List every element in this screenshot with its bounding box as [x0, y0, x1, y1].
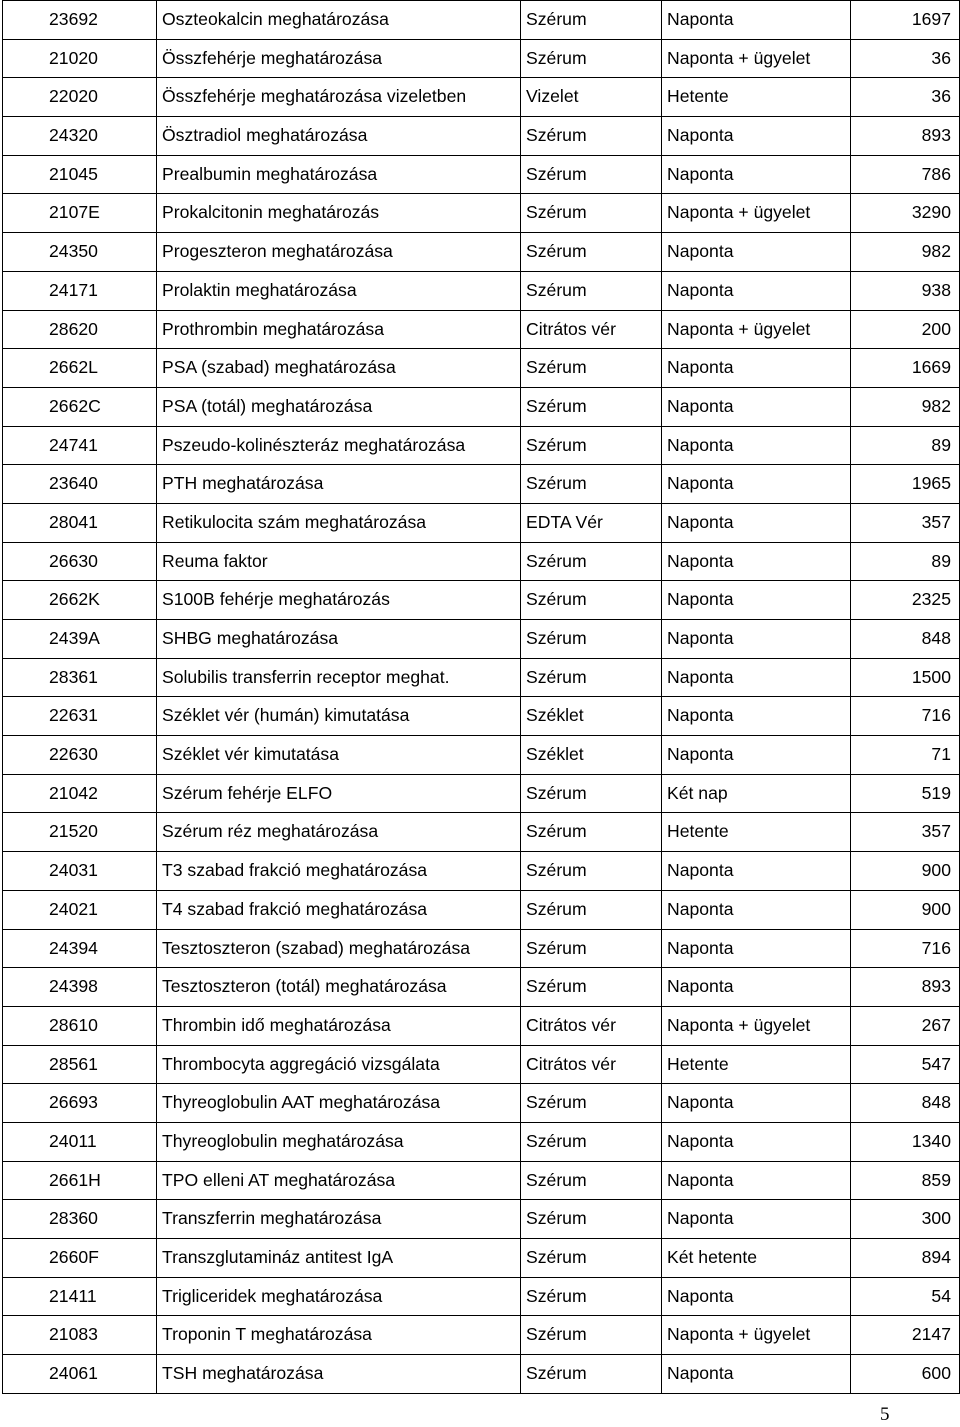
- test-name-cell: PTH meghatározása: [157, 465, 521, 504]
- price-cell: 848: [851, 1084, 960, 1123]
- table-row: [3, 968, 960, 1007]
- sample-type-cell: Szérum: [521, 581, 662, 620]
- test-name-cell: Prothrombin meghatározása: [157, 310, 521, 349]
- test-name-cell: Transzferrin meghatározása: [157, 1200, 521, 1239]
- table-row: [3, 1006, 960, 1045]
- test-code-cell: 28361: [3, 658, 157, 697]
- table-row: [3, 697, 960, 736]
- test-code-cell: 23692: [3, 1, 157, 40]
- table-row: [3, 813, 960, 852]
- test-code-cell: 22630: [3, 736, 157, 775]
- price-cell: 938: [851, 271, 960, 310]
- test-code-cell: 22020: [3, 78, 157, 117]
- sample-type-cell: Széklet: [521, 697, 662, 736]
- test-name-cell: Tesztoszteron (szabad) meghatározása: [157, 929, 521, 968]
- sample-type-cell: Citrátos vér: [521, 310, 662, 349]
- frequency-cell: Hetente: [662, 813, 851, 852]
- test-code-cell: 2662L: [3, 349, 157, 388]
- test-name-cell: Prolaktin meghatározása: [157, 271, 521, 310]
- table-row: [3, 310, 960, 349]
- lab-test-price-table: [2, 0, 960, 1394]
- test-name-cell: Összfehérje meghatározása vizeletben: [157, 78, 521, 117]
- test-code-cell: 2107E: [3, 194, 157, 233]
- table-row: [3, 1, 960, 40]
- price-cell: 2325: [851, 581, 960, 620]
- frequency-cell: Naponta: [662, 1277, 851, 1316]
- frequency-cell: Naponta: [662, 155, 851, 194]
- test-code-cell: 28561: [3, 1045, 157, 1084]
- frequency-cell: Naponta: [662, 620, 851, 659]
- table-row: [3, 1122, 960, 1161]
- frequency-cell: Naponta: [662, 968, 851, 1007]
- sample-type-cell: Szérum: [521, 620, 662, 659]
- test-code-cell: 24031: [3, 852, 157, 891]
- sample-type-cell: Szérum: [521, 929, 662, 968]
- price-cell: 893: [851, 968, 960, 1007]
- sample-type-cell: Szérum: [521, 194, 662, 233]
- frequency-cell: Naponta: [662, 503, 851, 542]
- frequency-cell: Naponta: [662, 736, 851, 775]
- test-name-cell: Tesztoszteron (totál) meghatározása: [157, 968, 521, 1007]
- sample-type-cell: Széklet: [521, 736, 662, 775]
- table-row: [3, 503, 960, 542]
- price-cell: 900: [851, 890, 960, 929]
- table-row: [3, 426, 960, 465]
- test-code-cell: 2661H: [3, 1161, 157, 1200]
- frequency-cell: Naponta: [662, 658, 851, 697]
- table-row: [3, 271, 960, 310]
- test-name-cell: Progeszteron meghatározása: [157, 233, 521, 272]
- price-cell: 54: [851, 1277, 960, 1316]
- test-name-cell: T3 szabad frakció meghatározása: [157, 852, 521, 891]
- test-name-cell: Trigliceridek meghatározása: [157, 1277, 521, 1316]
- test-name-cell: PSA (szabad) meghatározása: [157, 349, 521, 388]
- price-cell: 600: [851, 1355, 960, 1394]
- price-cell: 716: [851, 697, 960, 736]
- sample-type-cell: Szérum: [521, 1316, 662, 1355]
- test-name-cell: Összfehérje meghatározása: [157, 39, 521, 78]
- frequency-cell: Naponta + ügyelet: [662, 1006, 851, 1045]
- test-name-cell: Prokalcitonin meghatározás: [157, 194, 521, 233]
- frequency-cell: Naponta: [662, 1200, 851, 1239]
- price-cell: 982: [851, 387, 960, 426]
- test-code-cell: 21083: [3, 1316, 157, 1355]
- price-cell: 36: [851, 78, 960, 117]
- test-name-cell: Thrombocyta aggregáció vizsgálata: [157, 1045, 521, 1084]
- price-cell: 36: [851, 39, 960, 78]
- test-code-cell: 26630: [3, 542, 157, 581]
- test-code-cell: 28610: [3, 1006, 157, 1045]
- price-cell: 267: [851, 1006, 960, 1045]
- sample-type-cell: Szérum: [521, 387, 662, 426]
- table-row: [3, 39, 960, 78]
- price-cell: 859: [851, 1161, 960, 1200]
- table-row: [3, 1084, 960, 1123]
- table-row: [3, 890, 960, 929]
- test-name-cell: PSA (totál) meghatározása: [157, 387, 521, 426]
- price-cell: 893: [851, 117, 960, 156]
- page-number: 5: [880, 1404, 890, 1425]
- price-cell: 900: [851, 852, 960, 891]
- sample-type-cell: Szérum: [521, 349, 662, 388]
- frequency-cell: Naponta: [662, 697, 851, 736]
- frequency-cell: Hetente: [662, 78, 851, 117]
- price-cell: 200: [851, 310, 960, 349]
- test-code-cell: 24398: [3, 968, 157, 1007]
- sample-type-cell: Citrátos vér: [521, 1006, 662, 1045]
- test-name-cell: TSH meghatározása: [157, 1355, 521, 1394]
- sample-type-cell: Szérum: [521, 117, 662, 156]
- frequency-cell: Naponta + ügyelet: [662, 1316, 851, 1355]
- price-cell: 894: [851, 1239, 960, 1278]
- frequency-cell: Naponta: [662, 465, 851, 504]
- price-cell: 71: [851, 736, 960, 775]
- test-code-cell: 2439A: [3, 620, 157, 659]
- sample-type-cell: Szérum: [521, 890, 662, 929]
- test-name-cell: Troponin T meghatározása: [157, 1316, 521, 1355]
- test-code-cell: 2662K: [3, 581, 157, 620]
- frequency-cell: Naponta: [662, 117, 851, 156]
- price-cell: 1965: [851, 465, 960, 504]
- sample-type-cell: Szérum: [521, 852, 662, 891]
- table-row: [3, 852, 960, 891]
- table-row: [3, 1239, 960, 1278]
- test-name-cell: Széklet vér kimutatása: [157, 736, 521, 775]
- test-name-cell: S100B fehérje meghatározás: [157, 581, 521, 620]
- price-cell: 2147: [851, 1316, 960, 1355]
- price-cell: 89: [851, 542, 960, 581]
- table-row: [3, 774, 960, 813]
- sample-type-cell: Szérum: [521, 426, 662, 465]
- sample-type-cell: Szérum: [521, 1355, 662, 1394]
- test-code-cell: 21411: [3, 1277, 157, 1316]
- test-name-cell: TPO elleni AT meghatározása: [157, 1161, 521, 1200]
- test-code-cell: 24171: [3, 271, 157, 310]
- test-name-cell: Oszteokalcin meghatározása: [157, 1, 521, 40]
- test-code-cell: 22631: [3, 697, 157, 736]
- test-name-cell: Thrombin idő meghatározása: [157, 1006, 521, 1045]
- frequency-cell: Naponta + ügyelet: [662, 194, 851, 233]
- table-row: [3, 929, 960, 968]
- frequency-cell: Naponta: [662, 852, 851, 891]
- test-code-cell: 24350: [3, 233, 157, 272]
- frequency-cell: Naponta: [662, 1, 851, 40]
- frequency-cell: Naponta: [662, 271, 851, 310]
- frequency-cell: Naponta: [662, 1122, 851, 1161]
- sample-type-cell: Szérum: [521, 39, 662, 78]
- test-code-cell: 24061: [3, 1355, 157, 1394]
- price-cell: 357: [851, 813, 960, 852]
- price-cell: 1669: [851, 349, 960, 388]
- test-name-cell: Ösztradiol meghatározása: [157, 117, 521, 156]
- test-name-cell: SHBG meghatározása: [157, 620, 521, 659]
- table-body: [3, 1, 960, 1394]
- test-name-cell: Retikulocita szám meghatározása: [157, 503, 521, 542]
- frequency-cell: Két nap: [662, 774, 851, 813]
- test-code-cell: 24741: [3, 426, 157, 465]
- sample-type-cell: Szérum: [521, 968, 662, 1007]
- table-row: [3, 117, 960, 156]
- table-row: [3, 233, 960, 272]
- sample-type-cell: Szérum: [521, 271, 662, 310]
- sample-type-cell: Szérum: [521, 813, 662, 852]
- test-name-cell: Szérum fehérje ELFO: [157, 774, 521, 813]
- test-name-cell: Solubilis transferrin receptor meghat.: [157, 658, 521, 697]
- test-code-cell: 24011: [3, 1122, 157, 1161]
- table-row: [3, 581, 960, 620]
- test-code-cell: 2660F: [3, 1239, 157, 1278]
- frequency-cell: Naponta: [662, 233, 851, 272]
- test-code-cell: 28620: [3, 310, 157, 349]
- sample-type-cell: Szérum: [521, 542, 662, 581]
- frequency-cell: Naponta: [662, 387, 851, 426]
- sample-type-cell: Vizelet: [521, 78, 662, 117]
- frequency-cell: Naponta: [662, 542, 851, 581]
- test-code-cell: 23640: [3, 465, 157, 504]
- table-row: [3, 658, 960, 697]
- frequency-cell: Naponta: [662, 1161, 851, 1200]
- table-row: [3, 349, 960, 388]
- test-code-cell: 28360: [3, 1200, 157, 1239]
- price-cell: 848: [851, 620, 960, 659]
- frequency-cell: Naponta: [662, 1355, 851, 1394]
- table-row: [3, 1161, 960, 1200]
- test-name-cell: Pszeudo-kolinészteráz meghatározása: [157, 426, 521, 465]
- test-code-cell: 21020: [3, 39, 157, 78]
- test-name-cell: Thyreoglobulin AAT meghatározása: [157, 1084, 521, 1123]
- test-code-cell: 21045: [3, 155, 157, 194]
- table-row: [3, 387, 960, 426]
- test-name-cell: Szérum réz meghatározása: [157, 813, 521, 852]
- frequency-cell: Hetente: [662, 1045, 851, 1084]
- price-cell: 786: [851, 155, 960, 194]
- sample-type-cell: Szérum: [521, 1239, 662, 1278]
- price-cell: 300: [851, 1200, 960, 1239]
- sample-type-cell: Szérum: [521, 1, 662, 40]
- table-row: [3, 1045, 960, 1084]
- test-code-cell: 21520: [3, 813, 157, 852]
- price-cell: 1697: [851, 1, 960, 40]
- frequency-cell: Naponta: [662, 1084, 851, 1123]
- test-name-cell: Thyreoglobulin meghatározása: [157, 1122, 521, 1161]
- table-row: [3, 1316, 960, 1355]
- sample-type-cell: Szérum: [521, 774, 662, 813]
- table-row: [3, 1200, 960, 1239]
- price-cell: 3290: [851, 194, 960, 233]
- table-row: [3, 78, 960, 117]
- frequency-cell: Naponta: [662, 581, 851, 620]
- test-code-cell: 21042: [3, 774, 157, 813]
- price-cell: 1500: [851, 658, 960, 697]
- sample-type-cell: Szérum: [521, 465, 662, 504]
- price-cell: 89: [851, 426, 960, 465]
- test-name-cell: T4 szabad frakció meghatározása: [157, 890, 521, 929]
- table-row: [3, 1277, 960, 1316]
- frequency-cell: Naponta + ügyelet: [662, 310, 851, 349]
- sample-type-cell: Szérum: [521, 233, 662, 272]
- table-row: [3, 194, 960, 233]
- test-code-cell: 2662C: [3, 387, 157, 426]
- table-row: [3, 1355, 960, 1394]
- table-row: [3, 465, 960, 504]
- test-code-cell: 24320: [3, 117, 157, 156]
- sample-type-cell: Citrátos vér: [521, 1045, 662, 1084]
- sample-type-cell: Szérum: [521, 1084, 662, 1123]
- frequency-cell: Naponta: [662, 426, 851, 465]
- test-name-cell: Transzglutamináz antitest IgA: [157, 1239, 521, 1278]
- frequency-cell: Naponta + ügyelet: [662, 39, 851, 78]
- table-row: [3, 620, 960, 659]
- sample-type-cell: Szérum: [521, 1277, 662, 1316]
- frequency-cell: Naponta: [662, 929, 851, 968]
- test-name-cell: Reuma faktor: [157, 542, 521, 581]
- frequency-cell: Naponta: [662, 890, 851, 929]
- sample-type-cell: Szérum: [521, 1161, 662, 1200]
- price-cell: 357: [851, 503, 960, 542]
- sample-type-cell: Szérum: [521, 1200, 662, 1239]
- frequency-cell: Naponta: [662, 349, 851, 388]
- frequency-cell: Két hetente: [662, 1239, 851, 1278]
- test-code-cell: 26693: [3, 1084, 157, 1123]
- sample-type-cell: Szérum: [521, 155, 662, 194]
- price-cell: 982: [851, 233, 960, 272]
- sample-type-cell: Szérum: [521, 1122, 662, 1161]
- price-cell: 1340: [851, 1122, 960, 1161]
- test-code-cell: 28041: [3, 503, 157, 542]
- sample-type-cell: EDTA Vér: [521, 503, 662, 542]
- test-name-cell: Prealbumin meghatározása: [157, 155, 521, 194]
- table-row: [3, 736, 960, 775]
- sample-type-cell: Szérum: [521, 658, 662, 697]
- table-row: [3, 155, 960, 194]
- test-name-cell: Széklet vér (humán) kimutatása: [157, 697, 521, 736]
- price-cell: 519: [851, 774, 960, 813]
- test-code-cell: 24021: [3, 890, 157, 929]
- price-cell: 547: [851, 1045, 960, 1084]
- test-code-cell: 24394: [3, 929, 157, 968]
- price-cell: 716: [851, 929, 960, 968]
- table-row: [3, 542, 960, 581]
